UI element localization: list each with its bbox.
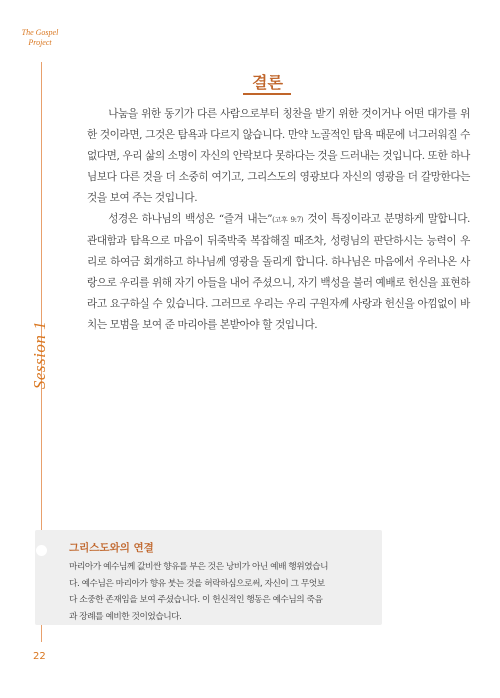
bullet-dot-icon [36, 545, 47, 556]
session-label: Session 1 [30, 320, 49, 390]
connect-box-text [69, 559, 374, 625]
connect-box-title: 그리스도와의 연결 [69, 542, 154, 554]
paragraph-2-start: 성경은 하나님의 백성은 “즐겨 내는” [108, 213, 273, 225]
running-head-line2: Project [28, 38, 52, 47]
body-text [87, 104, 470, 336]
connect-line-3: 다 소중한 존재임을 보여 주셨습니다. 이 헌신적인 행동은 예수님의 죽음 [69, 595, 323, 605]
connect-line-4: 과 장례를 예비한 것이었습니다. [69, 611, 182, 622]
connect-line-2: 다. 예수님은 마리아가 향유 붓는 것을 허락하심으로써, 자신이 그 무엇보 [69, 578, 325, 589]
title-underline [243, 93, 291, 95]
page-number: 22 [33, 651, 46, 662]
running-head [14, 28, 66, 48]
running-head-line1: The Gospel [21, 28, 59, 37]
paragraph-2-rest: 것이 특징이라고 분명하게 말합니다. 관대함과 탐욕으로 마음이 뒤죽박죽 복잡해질 때조차, 성령님의 판단하시는 능력이 우리로 하여금 회개하고 하나님께 영광을 돌리게 합니다. 하나님은 마음에서 우러나온 사랑으로 우리를 위해 자기 아들을 내어 주셨으니, 자기 백성을 불러 예배로 헌신을 표현하라고 요구하실 수 있습니다. 그러므로 우리는 우리 구원자께 사랑과 헌신을 아낌없이 바치는 모범을 보여 준 마리아를 본받아야 할 것입니다. [87, 213, 470, 331]
section-title: 결론 [252, 73, 283, 92]
connect-line-1: 마리아가 예수님께 값비싼 향유를 부은 것은 낭비가 아닌 예배 행위였습니 [69, 562, 329, 572]
paragraph-1: 나눔을 위한 동기가 다른 사람으로부터 칭찬을 받기 위한 것이거나 어떤 대가를 위한 것이라면, 그것은 탐욕과 다르지 않습니다. 만약 노골적인 탐욕 때문에 너그러워질 수 없다면, 우리 삶의 소명이 자신의 안락보다 못하다는 것을 드러내는 것입니다. 또한 하나님보다 다른 것을 더 소중히 여기고, 그리스도의 영광보다 자신의 영광을 더 갈망한다는 것을 보여 주는 것입니다. [87, 108, 470, 204]
paragraph-2 [87, 209, 470, 336]
scripture-reference: (고후 9:7) [272, 216, 304, 224]
